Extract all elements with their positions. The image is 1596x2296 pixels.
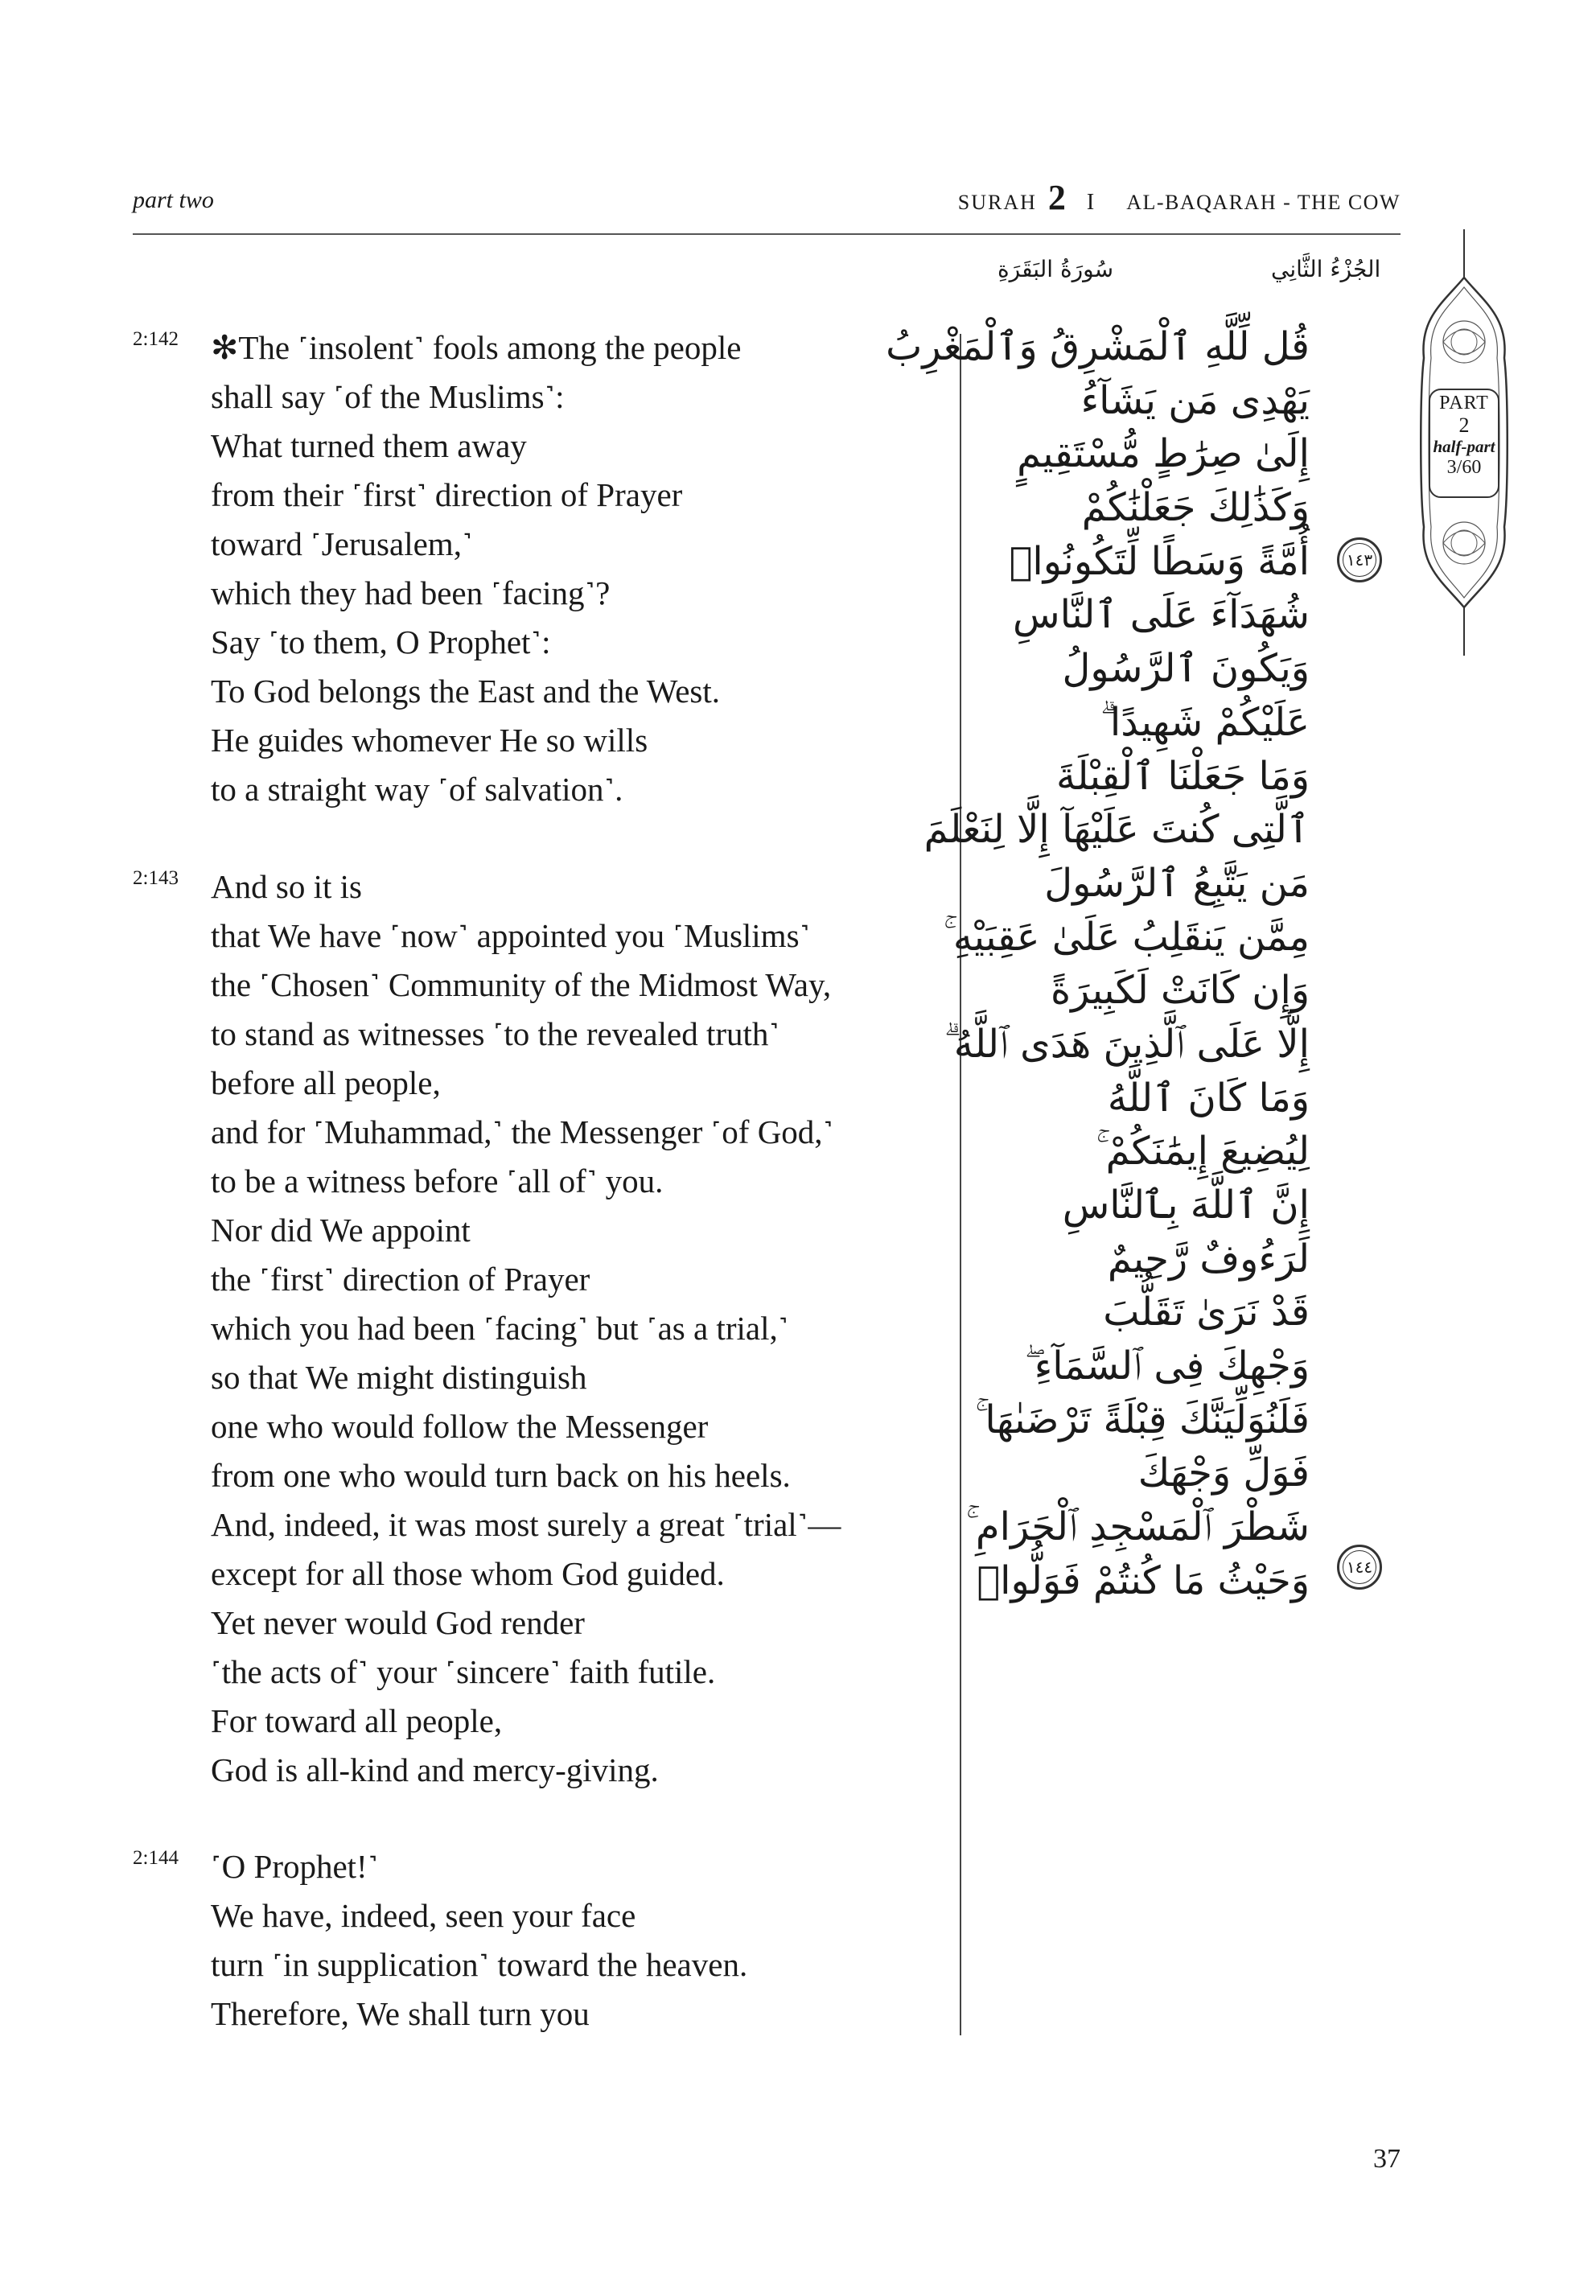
verse-line: the ˹Chosen˺ Community of the Midmost Way, [211, 966, 832, 1003]
verse-line: which they had been ˹facing˺? [211, 574, 611, 611]
arabic-line: إِلَىٰ صِرَٰطٍ مُّسْتَقِيمٍ [1017, 431, 1310, 477]
verse-line: which you had been ˹facing˺ but ˹as a trial,˺ [211, 1310, 789, 1347]
arabic-line: قُل لِّلَّهِ ٱلْمَشْرِقُ وَٱلْمَغْرِبُ [886, 324, 1310, 369]
header-part-label: part two [133, 187, 214, 213]
verse-line: Yet never would God render [211, 1604, 585, 1641]
arabic-line: لِيُضِيعَ إِيمَٰنَكُمْ ۚ [1096, 1129, 1310, 1175]
arabic-line: إِنَّ ٱللَّهَ بِٱلنَّاسِ [1062, 1183, 1310, 1228]
verse-line: And so it is [211, 868, 362, 905]
arabic-line: أُمَّةً وَسَطًا لِّتَكُونُوا۟ [1009, 538, 1310, 584]
verse-line: and for ˹Muhammad,˺ the Messenger ˹of God,˺ [211, 1113, 834, 1150]
verse-line: Therefore, We shall turn you [211, 1995, 590, 2032]
part-indicator [1429, 389, 1499, 497]
verse-line: from one who would turn back on his heels. [211, 1457, 791, 1494]
arabic-line: وَحَيْثُ مَا كُنتُمْ فَوَلُّوا۟ [977, 1557, 1310, 1603]
arabic-line: وَكَذَٰلِكَ جَعَلْنَٰكُمْ [1081, 485, 1310, 531]
verse-number: 2:142 [133, 328, 179, 350]
header-surah-label: SURAH [957, 191, 1037, 214]
arabic-line: قَدْ نَرَىٰ تَقَلُّبَ [1103, 1290, 1310, 1335]
ayah-marker-143: ١٤٣ [1337, 537, 1382, 582]
verse-number: 2:144 [133, 1847, 179, 1869]
arabic-line: فَلَنُوَلِّيَنَّكَ قِبْلَةً تَرْضَىٰهَا ۚ [975, 1397, 1310, 1442]
verse-line: What turned them away [211, 427, 527, 464]
part-label: PART [1439, 393, 1489, 414]
half-part-fraction: 3/60 [1446, 457, 1482, 478]
verse-line: We have, indeed, seen your face [211, 1897, 636, 1934]
verse-line: from their ˹first˺ direction of Prayer [211, 476, 683, 513]
verse-line: except for all those whom God guided. [211, 1555, 725, 1592]
verse-line: ˹O Prophet!˺ [211, 1848, 379, 1885]
arabic-line: شَطْرَ ٱلْمَسْجِدِ ٱلْحَرَامِ ۚ [965, 1504, 1310, 1550]
half-part-label: half-part [1433, 437, 1495, 456]
arabic-line: ٱلَّتِى كُنتَ عَلَيْهَآ إِلَّا لِنَعْلَمَ [923, 807, 1310, 853]
arabic-juz-header: الجُزْءُ الثَّانِي [1271, 256, 1381, 282]
verse-line: God is all-kind and mercy-giving. [211, 1751, 659, 1788]
verse-line: before all people, [211, 1064, 441, 1101]
verse-line: For toward all people, [211, 1702, 503, 1739]
ayah-marker-144: ١٤٤ [1337, 1545, 1382, 1590]
verse-line: To God belongs the East and the West. [211, 673, 721, 710]
verse-line: He guides whomever He so wills [211, 722, 648, 759]
verse-line: turn ˹in supplication˺ toward the heaven. [211, 1946, 748, 1983]
arabic-line: شُهَدَآءَ عَلَى ٱلنَّاسِ [1013, 592, 1310, 638]
verse-line: ✻The ˹insolent˺ fools among the people [211, 329, 742, 366]
verse-line: the ˹first˺ direction of Prayer [211, 1261, 590, 1298]
verse-line: Nor did We appoint [211, 1212, 471, 1249]
arabic-line: عَلَيْكُمْ شَهِيدًا ۗ [1100, 699, 1310, 745]
arabic-line: فَوَلِّ وَجْهَكَ [1137, 1450, 1310, 1496]
verse-line: Say ˹to them, O Prophet˺: [211, 623, 551, 660]
header-rule [133, 233, 1401, 235]
part-number: 2 [1458, 414, 1470, 437]
arabic-line: يَهْدِى مَن يَشَآءُ [1080, 377, 1310, 423]
verse-line: toward ˹Jerusalem,˺ [211, 525, 473, 562]
arabic-line: وَمَا كَانَ ٱللَّهُ [1107, 1075, 1310, 1121]
arabic-line: إِلَّا عَلَى ٱلَّذِينَ هَدَى ٱللَّهُ ۗ [944, 1021, 1310, 1067]
header-surah-title [958, 177, 1401, 218]
verse-line: And, indeed, it was most surely a great ˹trial˺— [211, 1506, 841, 1543]
verse-number: 2:143 [133, 867, 179, 889]
arabic-line: وَجْهِكَ فِى ٱلسَّمَآءِ ۖ [1024, 1343, 1310, 1389]
header-surah-number: 2 [1047, 178, 1066, 217]
header-separator: I [1086, 190, 1095, 215]
arabic-line: لَرَءُوفٌ رَّحِيمٌ [1107, 1236, 1310, 1282]
arabic-surah-header: سُورَةُ البَقَرَةِ [998, 256, 1114, 282]
verse-line: so that We might distinguish [211, 1359, 587, 1396]
page-number: 37 [1373, 2144, 1401, 2174]
arabic-line: مِمَّن يَنقَلِبُ عَلَىٰ عَقِبَيْهِ ۚ [943, 914, 1310, 960]
header-surah-name: AL-BAQARAH - THE COW [1126, 191, 1401, 214]
arabic-line: وَمَا جَعَلْنَا ٱلْقِبْلَةَ [1056, 753, 1310, 799]
verse-line: to stand as witnesses ˹to the revealed truth˺ [211, 1015, 780, 1052]
verse-line: that We have ˹now˺ appointed you ˹Muslims˺ [211, 917, 811, 954]
verse-line: shall say ˹of the Muslims˺: [211, 378, 565, 415]
verse-line: ˹the acts of˺ your ˹sincere˺ faith futile. [211, 1653, 716, 1690]
verse-line: to be a witness before ˹all of˺ you. [211, 1162, 664, 1199]
verse-line: to a straight way ˹of salvation˺. [211, 771, 623, 808]
arabic-line: وَإِن كَانَتْ لَكَبِيرَةً [1051, 968, 1310, 1014]
verse-line: one who would follow the Messenger [211, 1408, 709, 1445]
arabic-line: وَيَكُونَ ٱلرَّسُولُ [1062, 646, 1310, 692]
arabic-text-column [714, 320, 1310, 1608]
arabic-line: مَن يَتَّبِعُ ٱلرَّسُولَ [1044, 860, 1310, 906]
